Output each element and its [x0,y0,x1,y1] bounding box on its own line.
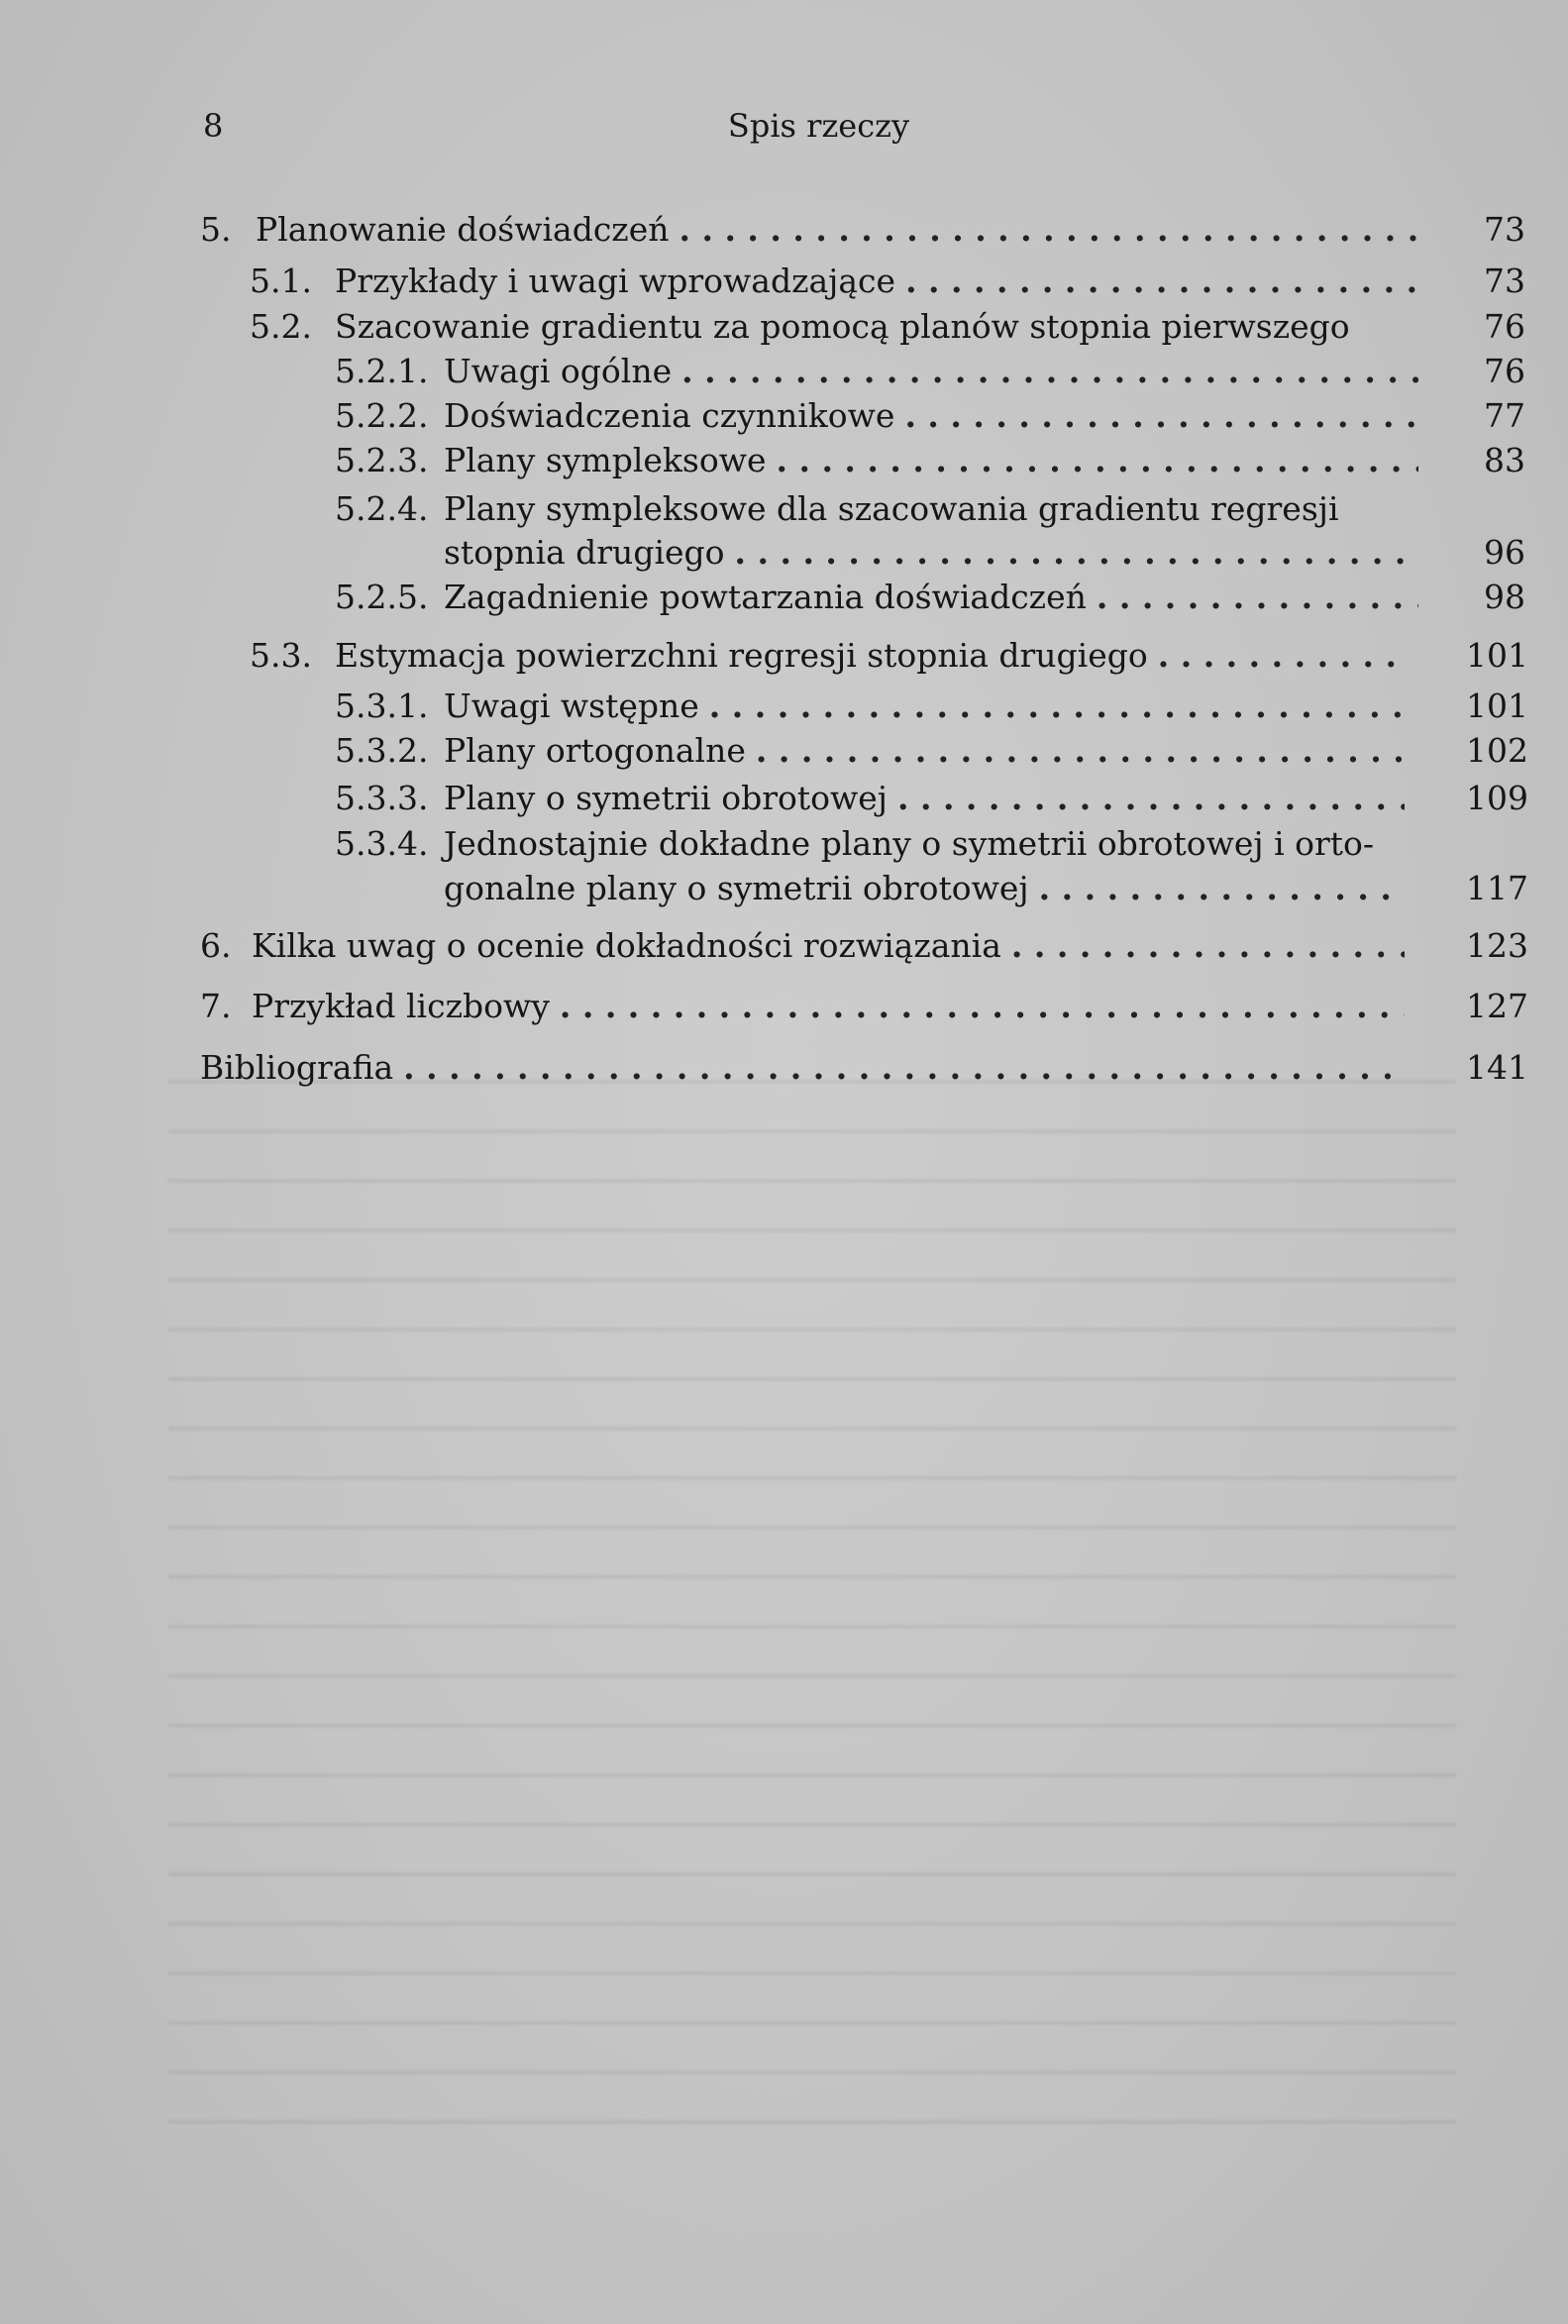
toc-entry-title: Zagadnienie powtarzania doświadczeń [444,578,1087,616]
dot-leader [735,533,1418,573]
toc-entry-number: 5.1. [250,262,312,300]
toc-entry [335,352,1525,391]
toc-entry-number: 5.3.4. [335,824,429,863]
toc-entry-title-continuation: gonalne plany o symetrii obrotowej [444,869,1029,907]
toc-entry-number: 5. [200,210,232,249]
toc-entry-title: Bibliografia [200,1048,394,1087]
toc-entry-page: 76 [1484,352,1525,390]
toc-entry [335,731,1528,771]
toc-entry-title: Przykład liczbowy [252,987,550,1025]
dot-leader [679,210,1418,250]
toc-entry-title: Jednostajnie dokładne plany o symetrii obrotowej i orto- [444,824,1375,863]
toc-entry-page: 117 [1466,869,1528,907]
toc-entry [200,1048,1528,1088]
toc-entry-title: Kilka uwag o ocenie dokładności rozwiązania [252,926,1001,965]
toc-entry-title: Uwagi ogólne [444,352,673,390]
toc-entry [200,987,1528,1026]
toc-entry-continuation [335,533,1525,573]
toc-entry-title: Uwagi wstępne [444,687,699,725]
toc-entry-number: 5.3. [250,636,312,675]
dot-leader [756,731,1405,771]
toc-entry [335,578,1525,617]
dot-leader [681,352,1418,391]
toc-entry-number: 5.2.5. [335,578,429,616]
running-title: Spis rzeczy [727,107,910,145]
toc-entry-number: 5.2.2. [335,396,429,435]
toc-entry-page: 77 [1484,396,1525,435]
toc-entry [335,441,1525,480]
toc-entry-title: Szacowanie gradientu za pomocą planów stopnia pierwszego [335,307,1350,346]
toc-entry [335,489,1498,529]
toc-entry-page: 76 [1484,307,1525,346]
toc-entry-page: 127 [1466,987,1528,1025]
toc-entry-page: 96 [1484,533,1525,572]
toc-entry-page: 141 [1466,1048,1528,1087]
toc-entry-title: Planowanie doświadczeń [256,210,670,249]
toc-entry [250,307,1525,347]
toc-entry-continuation [335,869,1528,908]
toc-entry-number: 5.2.1. [335,352,429,390]
toc-entry [335,396,1525,436]
toc-entry [335,687,1528,726]
toc-entry-title: Doświadczenia czynnikowe [444,396,895,435]
dot-leader [905,262,1418,301]
toc-entry-number: 7. [200,987,232,1025]
dot-leader [897,779,1405,818]
dot-leader [776,441,1418,480]
toc-entry-number: 5.3.1. [335,687,429,725]
toc-entry [250,636,1528,676]
toc-entry [335,824,1498,864]
toc-entry-number: 5.2.4. [335,489,429,528]
page-number: 8 [203,107,224,145]
toc-entry [200,926,1528,966]
toc-entry-number: 6. [200,926,232,965]
toc-entry-title: Plany ortogonalne [444,731,746,770]
toc-entry [335,779,1528,818]
toc-entry-page: 73 [1484,210,1525,249]
toc-entry-page: 83 [1484,441,1525,479]
dot-leader [709,687,1405,726]
dot-leader [560,987,1405,1026]
toc-entry-page: 98 [1484,578,1525,616]
toc-entry-number: 5.2. [250,307,312,346]
toc-entry-page: 101 [1466,687,1528,725]
toc-entry-title-continuation: stopnia drugiego [444,533,725,572]
dot-leader [1097,578,1418,617]
dot-leader [1039,869,1405,908]
dot-leader [1158,636,1405,676]
toc-entry-number: 5.2.3. [335,441,429,479]
toc-entry-page: 73 [1484,262,1525,300]
toc-entry-number: 5.3.2. [335,731,429,770]
toc-entry-number: 5.3.3. [335,779,429,817]
toc-entry-page: 123 [1466,926,1528,965]
dot-leader [1011,926,1405,966]
toc-entry [250,262,1525,301]
dot-leader [403,1048,1405,1088]
toc-entry [200,210,1525,250]
toc-entry-title: Estymacja powierzchni regresji stopnia drugiego [335,636,1148,675]
toc-entry-title: Przykłady i uwagi wprowadzające [335,262,896,300]
toc-entry-title: Plany o symetrii obrotowej [444,779,888,817]
toc-entry-title: Plany sympleksowe dla szacowania gradientu regresji [444,489,1339,528]
dot-leader [904,396,1418,436]
toc-entry-page: 102 [1466,731,1528,770]
toc-entry-title: Plany sympleksowe [444,441,767,479]
toc-entry-page: 109 [1466,779,1528,817]
toc-entry-page: 101 [1466,636,1528,675]
